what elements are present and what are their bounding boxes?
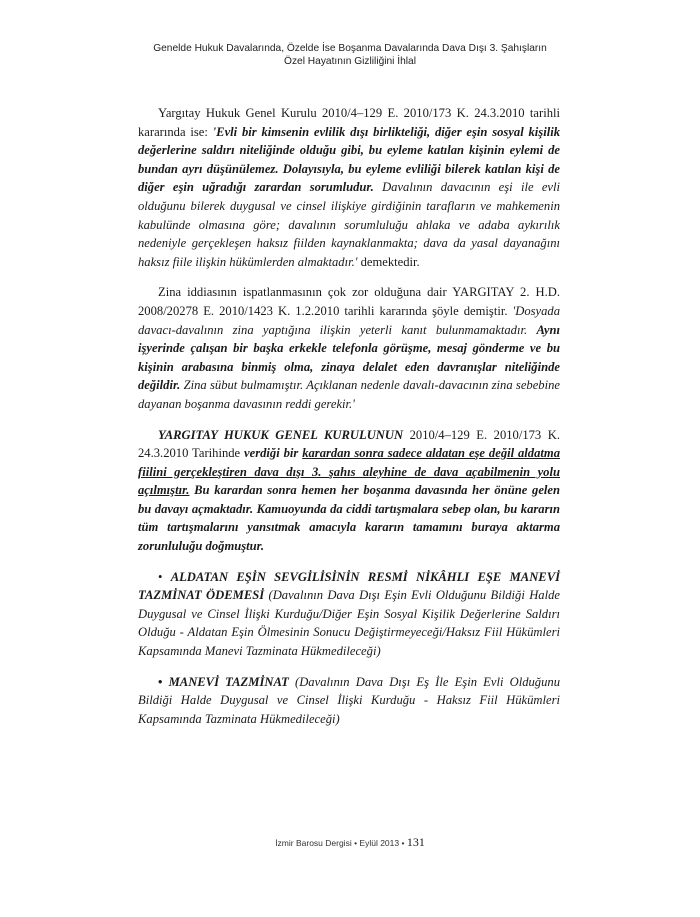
body-text <box>138 104 560 740</box>
header-line-1: Genelde Hukuk Davalarında, Özelde İse Boşanma Davalarında Dava Dışı 3. Şahışların <box>153 43 547 54</box>
bullet-item-1 <box>138 568 560 661</box>
bullet-mark-2: • <box>158 674 169 689</box>
page-number: 131 <box>406 835 425 849</box>
bullet-2-title: MANEVİ TAZMİNAT <box>168 674 289 689</box>
p3-reference: 2010/4–129 E. 2010/173 K. 24.3.2010 Tarihinde <box>138 427 560 461</box>
p3-bold-tail: Bu karardan sonra hemen her boşanma davasında her önüne gelen bu davayı açmaktadır. Kamuoyunda da ciddi tartışmalara sebep olan, bu kararın tüm tartışmalarını yansıtmak amacıyla kararın tamamını buraya aktarma zorunluluğu doğmuştur. <box>138 483 560 554</box>
p3-bold-lead: verdiği bir <box>244 446 303 461</box>
bullet-2-desc: (Davalının Dava Dışı Eş İle Eşin Evli Olduğunu Bildiği Halde Duygusal ve Cinsel İlişki Kurduğu - Haksız Fiil Hükümleri Kapsamında Tazminata Hükmedileceği) <box>138 674 560 726</box>
p3-court-name: YARGITAY HUKUK GENEL KURULUNUN <box>158 427 404 442</box>
paragraph-3 <box>138 426 560 556</box>
p2-italic-quote: 'Dosyada davacı-davalının zina yaptığına ilişkin yeterli kanıt bulunmamaktadır. <box>138 303 560 337</box>
bullet-item-2 <box>138 673 560 729</box>
p2-bold-quote: Aynı işyerinde çalışan bir başka erkekle telefonla görüşme, mesaj gönderme ve bu kişinin arabasına binmiş olma, zinaya delalet eden davranışlar niteliğinde değildir. <box>138 322 560 393</box>
paragraph-2 <box>138 283 560 413</box>
header-line-2: Özel Hayatının Gizliliğini İhlal <box>284 56 416 67</box>
p1-bold-quote: 'Evli bir kimsenin evlilik dışı birlikteliği, diğer eşin sosyal kişilik değerlerine saldırı niteliğinde olduğu gibi, bu eyleme katılan kişinin eylemi de bundan ayrı düşünülemez. Dolayısıyla, bu eyleme evliliği bilerek katılan kişi de diğer eşin uğradığı zarardan sorumludur. <box>138 124 560 195</box>
bullet-mark-1: • <box>158 569 171 584</box>
page-footer <box>0 835 700 850</box>
p1-tail: demektedir. <box>357 254 420 269</box>
p3-underlined: karardan sonra sadece aldatan eşe değil aldatma fiilini gerçekleştiren dava dışı 3. şahıs aleyhine de dava açabilmenin yolu açılmıştır. <box>138 446 560 498</box>
p2-intro: Zina iddiasının ispatlanmasının çok zor olduğuna dair YARGITAY 2. H.D. 2008/20278 E. 2010/1423 K. 1.2.2010 tarihli kararında şöyle demiştir. <box>138 285 560 318</box>
bullet-1-title: ALDATAN EŞİN SEVGİLİSİNİN RESMİ NİKÂHLI EŞE MANEVİ TAZMİNAT ÖDEMESİ <box>138 569 560 603</box>
bullet-1-desc: (Davalının Dava Dışı Eşin Evli Olduğunu Bildiği Halde Duygusal ve Cinsel İlişki Kurduğu/Diğer Eşin Sosyal Kişilik Değerlerine Saldırı Olduğu - Aldatan Eşin Ölmesinin Sonucu Değiştirmeyeceği/Haksız Fiil Hükümleri Kapsamında Manevi Tazminata Hükmedileceği) <box>138 588 560 659</box>
p2-italic-tail: Zina sübut bulmamıştır. Açıklanan nedenle davalı-davacının zina sebebine dayanan boşanma davasının reddi gerekir.' <box>138 378 560 411</box>
footer-journal: İzmir Barosu Dergisi • Eylül 2013 • <box>275 838 405 848</box>
p1-italic-quote: Davalının davacının eşi ile evli olduğunu bilerek duygusal ve cinsel ilişkiye girdiğinin tarafların ve mahkemenin kabulünde olmasına göre; davalının sorumluluğu ahlaka ve adaba aykırılık nedeniyle gerçekleşen haksız fiilden kaynaklanmakta; dava da yasal dayanağını haksız fiile ilişkin hükümlerden almaktadır.' <box>138 180 561 269</box>
paragraph-1 <box>138 104 560 271</box>
running-header <box>0 42 700 68</box>
p1-intro: Yargıtay Hukuk Genel Kurulu 2010/4–129 E. 2010/173 K. 24.3.2010 tarihli kararında ise: <box>138 106 560 139</box>
